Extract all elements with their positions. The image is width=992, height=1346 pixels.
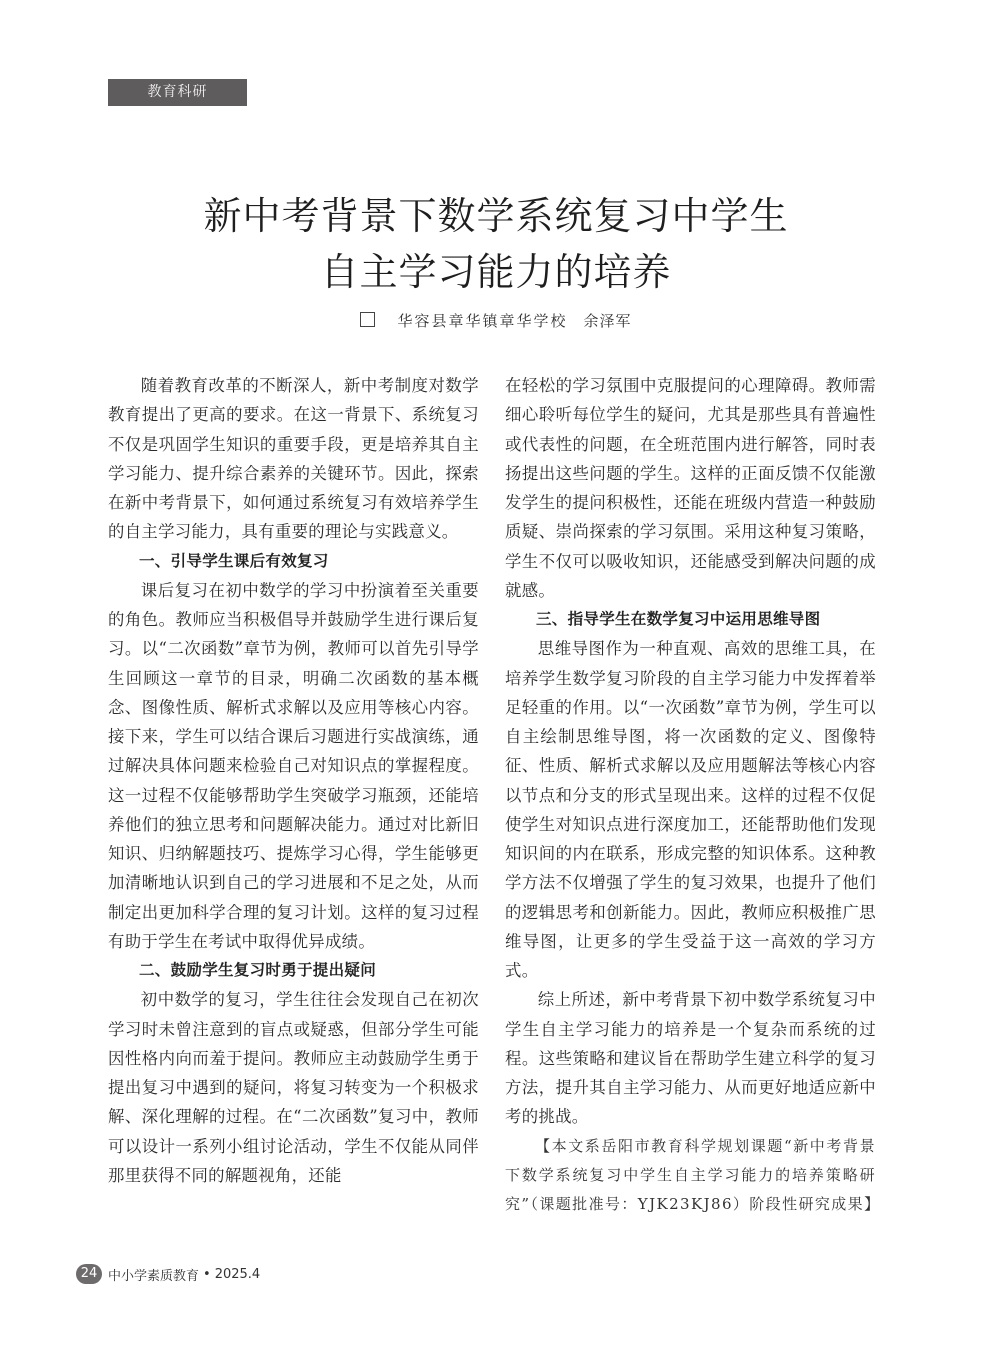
section-heading-3: 三、指导学生在数学复习中运用思维导图 bbox=[536, 610, 821, 628]
issue-number: 2025.4 bbox=[214, 1266, 261, 1282]
byline bbox=[0, 309, 992, 333]
author-name: 余泽军 bbox=[583, 312, 632, 330]
intro-paragraph: 随着教育改革的不断深人，新中考制度对数学教育提出了更高的要求。在这一背景下、系统复习不仅是巩固学生知识的重要手段，更是培养其自主学习能力、提升综合素养的关键环节。因此，探索在新中考背景下，如何通过系统复习有效培养学生的自主学习能力，具有重要的理论与实践意义。 bbox=[108, 376, 479, 542]
section-2-paragraph-part-1: 初中数学的复习，学生往往会发现自己在初次学习时未曾注意到的盲点或疑惑，但部分学生可能因性格内向而羞于提问。教师应主动鼓励学生勇于提出复习中遇到的疑问，将复习转变为一个积极求解、深化理解的过程。在“二次函数”复习中，教师可以设计一系列小组讨论活动，学生不仅能从同伴那里获得不同的解题视角，还能 bbox=[108, 990, 479, 1185]
left-column bbox=[108, 371, 479, 1190]
article-title-line-2: 自主学习能力的培养 bbox=[320, 250, 672, 294]
square-icon bbox=[360, 312, 375, 327]
page-footer bbox=[76, 1263, 260, 1285]
right-column bbox=[505, 371, 881, 1219]
section-heading-1: 一、引导学生课后有效复习 bbox=[139, 551, 329, 570]
section-3-paragraph: 思维导图作为一种直观、高效的思维工具，在培养学生数学复习阶段的自主学习能力中发挥着举足轻重的作用。以“一次函数”章节为例，学生可以自主绘制思维导图，将一次函数的定义、图像特征、性质、解析式求解以及应用题解法等核心内容以节点和分支的形式呈现出来。这样的过程不仅促使学生对知识点进行深度加工，还能帮助他们发现知识间的内在联系，形成完整的知识体系。这种教学方法不仅增强了学生的复习效果，也提升了他们的逻辑思考和创新能力。因此，教师应积极推广思维导图，让更多的学生受益于这一高效的学习方式。 bbox=[505, 639, 876, 980]
section-tag: 教育科研 bbox=[108, 79, 247, 106]
footer-separator: • bbox=[203, 1266, 211, 1282]
citation-note: 【本文系岳阳市教育科学规划课题“新中考背景下数学系统复习中学生自主学习能力的培养策略研究”（课题批准号：YJK23KJ86）阶段性研究成果】 bbox=[505, 1136, 881, 1213]
journal-name: 中小学素质教育 bbox=[108, 1268, 200, 1284]
section-heading-2: 二、鼓励学生复习时勇于提出疑问 bbox=[139, 961, 377, 979]
article-title bbox=[0, 188, 992, 300]
page-number-badge: 24 bbox=[76, 1264, 102, 1284]
conclusion-paragraph: 综上所述，新中考背景下初中数学系统复习中学生自主学习能力的培养是一个复杂而系统的过程。这些策略和建议旨在帮助学生建立科学的复习方法，提升其自主学习能力、从而更好地适应新中考的挑战。 bbox=[505, 990, 876, 1127]
author-school: 华容县章华镇章华学校 bbox=[397, 312, 568, 330]
section-1-paragraph: 课后复习在初中数学的学习中扮演着至关重要的角色。教师应当积极倡导并鼓励学生进行课后复习。以“二次函数”章节为例，教师可以首先引导学生回顾这一章节的目录，明确二次函数的基本概念、图像性质、解析式求解以及应用等核心内容。接下来，学生可以结合课后习题进行实战演练，通过解决具体问题来检验自己对知识点的掌握程度。这一过程不仅能够帮助学生突破学习瓶颈，还能培养他们的独立思考和问题解决能力。通过对比新旧知识、归纳解题技巧、提炼学习心得，学生能够更加清晰地认识到自己的学习进展和不足之处，从而制定出更加科学合理的复习计划。这样的复习过程有助于学生在考试中取得优异成绩。 bbox=[108, 580, 479, 951]
article-title-line-1: 新中考背景下数学系统复习中学生 bbox=[203, 194, 789, 238]
section-2-paragraph-part-2: 在轻松的学习氛围中克服提问的心理障碍。教师需细心聆听每位学生的疑问，尤其是那些具有普遍性或代表性的问题，在全班范围内进行解答，同时表扬提出这些问题的学生。这样的正面反馈不仅能激发学生的提问积极性，还能在班级内营造一种鼓励质疑、崇尚探索的学习氛围。采用这种复习策略，学生不仅可以吸收知识，还能感受到解决问题的成就感。 bbox=[505, 376, 876, 600]
